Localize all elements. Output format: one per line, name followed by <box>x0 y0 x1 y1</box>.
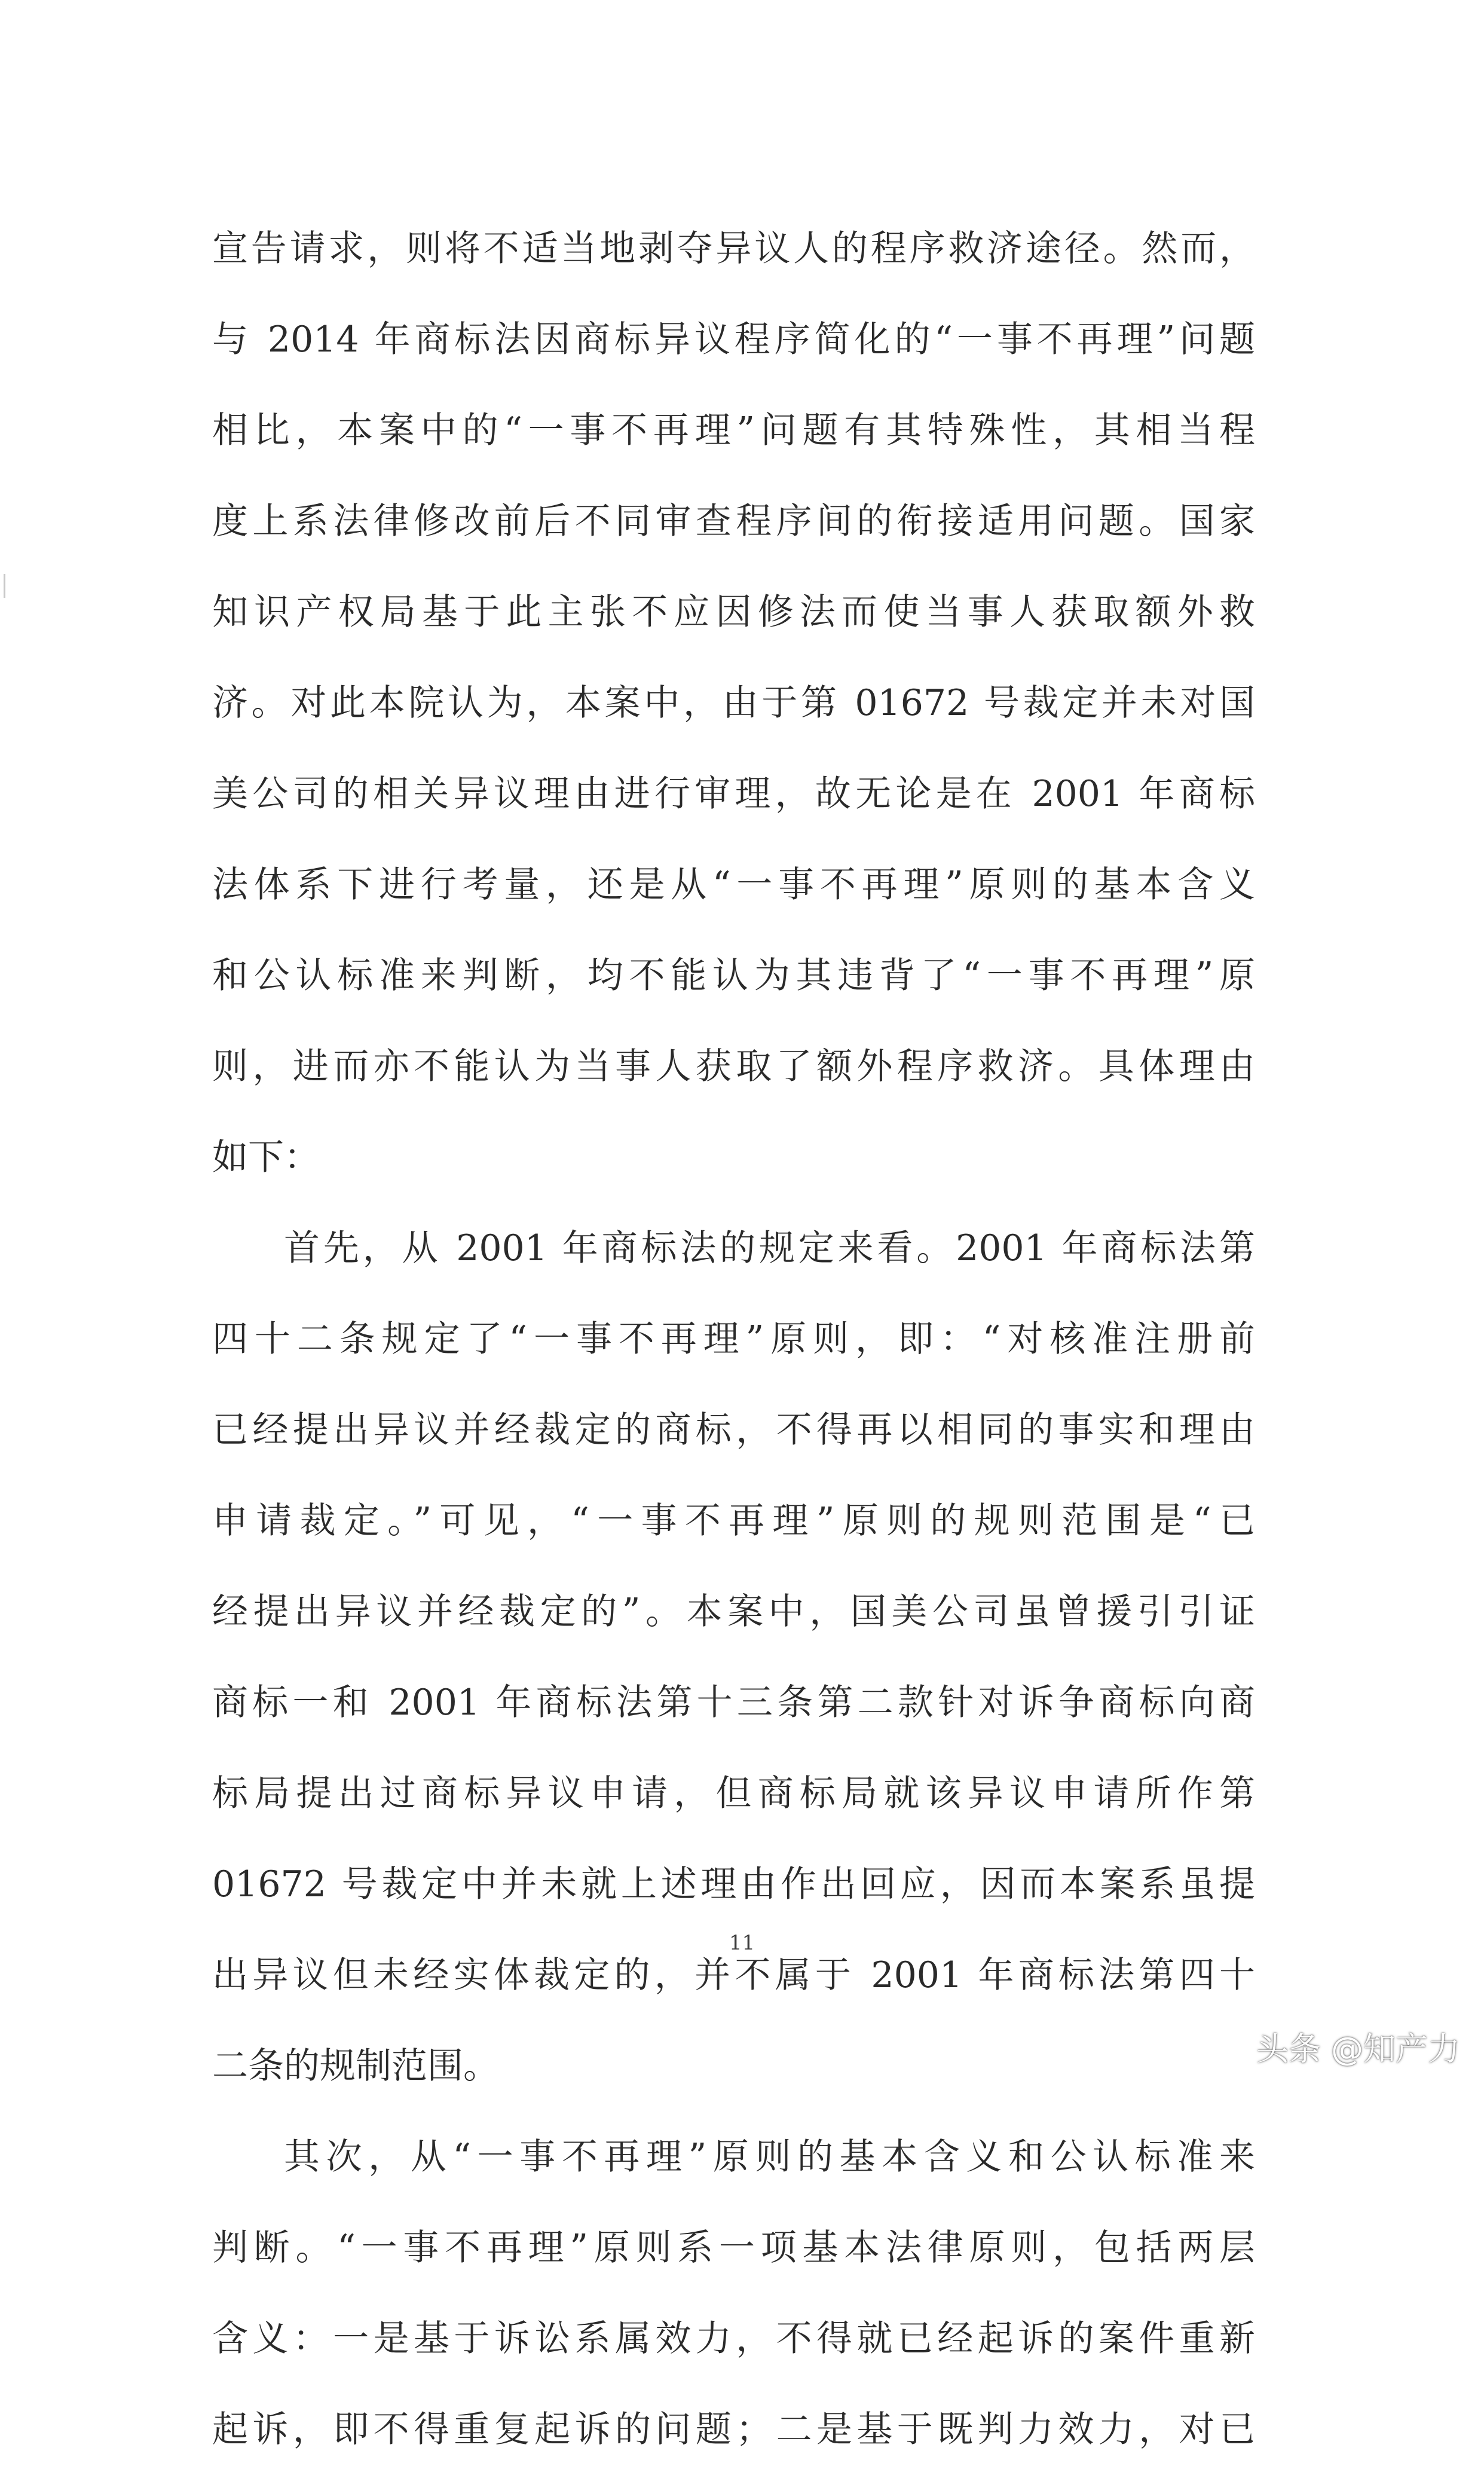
text-line: 起诉，即不得重复起诉的问题；二是基于既判力效力，对已 <box>212 2409 1255 2450</box>
text-line: 四十二条规定了“一事不再理”原则，即：“对核准注册前 <box>212 1318 1255 1360</box>
text-line: 其次，从“一事不再理”原则的基本含义和公认标准来 <box>284 2136 1255 2178</box>
text-line: 商标一和 2001 年商标法第十三条第二款针对诉争商标向商 <box>212 1682 1255 1724</box>
source-watermark: 头条 @知产力 <box>1256 2030 1460 2068</box>
text-line: 首先，从 2001 年商标法的规定来看。2001 年商标法第 <box>284 1227 1255 1269</box>
text-line: 出异议但未经实体裁定的，并不属于 2001 年商标法第四十 <box>212 1954 1255 1996</box>
text-line: 济。对此本院认为，本案中，由于第 01672 号裁定并未对国 <box>212 682 1255 724</box>
text-line: 美公司的相关异议理由进行审理，故无论是在 2001 年商标 <box>212 773 1255 815</box>
text-line: 知识产权局基于此主张不应因修法而使当事人获取额外救 <box>212 591 1255 633</box>
text-line: 度上系法律修改前后不同审查程序间的衔接适用问题。国家 <box>212 500 1255 542</box>
document-body <box>212 203 1255 2475</box>
text-line: 01672 号裁定中并未就上述理由作出回应，因而本案系虽提 <box>212 1863 1255 1905</box>
text-line: 申请裁定。”可见，“一事不再理”原则的规则范围是“已 <box>212 1500 1255 1542</box>
text-line: 二条的规制范围。 <box>212 2045 499 2087</box>
text-line: 已经提出异议并经裁定的商标，不得再以相同的事实和理由 <box>212 1409 1255 1451</box>
paragraph-1 <box>212 203 1255 1203</box>
paragraph-2-body <box>212 1294 1255 2112</box>
text-line: 法体系下进行考量，还是从“一事不再理”原则的基本含义 <box>212 864 1255 906</box>
text-line: 标局提出过商标异议申请，但商标局就该异议申请所作第 <box>212 1773 1255 1814</box>
scan-margin-mark <box>4 574 5 598</box>
text-line: 经提出异议并经裁定的”。本案中，国美公司虽曾援引引证 <box>212 1591 1255 1633</box>
text-line: 宣告请求，则将不适当地剥夺异议人的程序救济途径。然而， <box>212 228 1255 270</box>
text-line: 与 2014 年商标法因商标异议程序简化的“一事不再理”问题 <box>212 319 1255 360</box>
paragraph-3 <box>212 2112 1255 2202</box>
text-line: 含义：一是基于诉讼系属效力，不得就已经起诉的案件重新 <box>212 2318 1255 2360</box>
text-line: 则，进而亦不能认为当事人获取了额外程序救济。具体理由 <box>212 1046 1255 1087</box>
text-line: 如下： <box>212 1136 320 1178</box>
page-number: 11 <box>729 1931 755 1955</box>
text-line: 相比，本案中的“一事不再理”问题有其特殊性，其相当程 <box>212 410 1255 451</box>
text-line: 判断。“一事不再理”原则系一项基本法律原则，包括两层 <box>212 2227 1255 2269</box>
paragraph-2 <box>212 1203 1255 1294</box>
text-line: 和公认标准来判断，均不能认为其违背了“一事不再理”原 <box>212 955 1255 997</box>
paragraph-3-body <box>212 2202 1255 2475</box>
